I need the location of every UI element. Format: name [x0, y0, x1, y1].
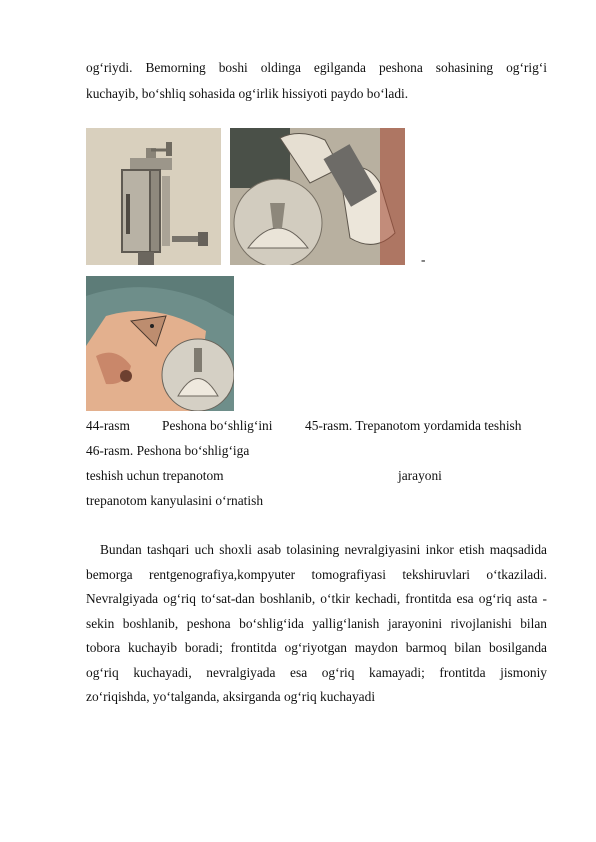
cannula-insertion-face-icon: [86, 276, 234, 411]
figure-46-image: [86, 276, 234, 411]
caption-46: 46-rasm. Peshona bo‘shlig‘iga: [86, 443, 250, 458]
caption-44-continued: teshish uchun trepanotom: [86, 468, 224, 483]
body-line-3: Nevralgiyada og‘riq to‘sat-dan boshlanib, o‘tkir kechadi, frontitda esa og‘riq asta -: [86, 591, 547, 606]
caption-45: 45-rasm. Trepanotom yordamida teshish: [305, 418, 522, 433]
caption-44-number: 44-rasm: [86, 418, 130, 433]
caption-45-continued: jarayoni: [398, 468, 442, 483]
body-line-5: tobora kuchayib boradi; frontitda og‘riyotgan maydon barmoq bilan bosilganda: [86, 640, 547, 655]
body-line-1: Bundan tashqari uch shoxli asab tolasining nevralgiyasini inkor etish maqsadida: [100, 542, 547, 557]
body-line-2: bemorga rentgenografiya,kompyuter tomografiyasi tekshiruvlari o‘tkaziladi.: [86, 567, 547, 582]
body-line-7: zo‘riqishda, yo‘talganda, aksirganda og‘riq kuchayadi: [86, 689, 376, 704]
trepanotom-drilling-hands-icon: [230, 128, 405, 265]
intro-line-1: og‘riydi. Bemorning boshi oldinga egilganda peshona sohasining og‘rig‘i: [86, 60, 547, 75]
figure-45-image: [230, 128, 405, 265]
caption-46-continued: trepanotom kanyulasini o‘rnatish: [86, 493, 264, 508]
figure-separator-dash: -: [421, 252, 426, 267]
body-line-6: og‘riq kuchayadi, nevralgiyada esa og‘riq kamayadi; frontitda jismoniy: [86, 665, 547, 680]
body-line-4: sekin boshlanib, peshona bo‘shlig‘ida yallig‘lanish jarayonini rivojlanishi bilan: [86, 616, 547, 631]
figure-44-image: [86, 128, 221, 265]
caption-44-title: Peshona bo‘shlig‘ini: [162, 418, 273, 433]
trepanotom-device-icon: [86, 128, 221, 265]
intro-line-2: kuchayib, bo‘shliq sohasida og‘irlik hissiyoti paydo bo‘ladi.: [86, 86, 409, 101]
